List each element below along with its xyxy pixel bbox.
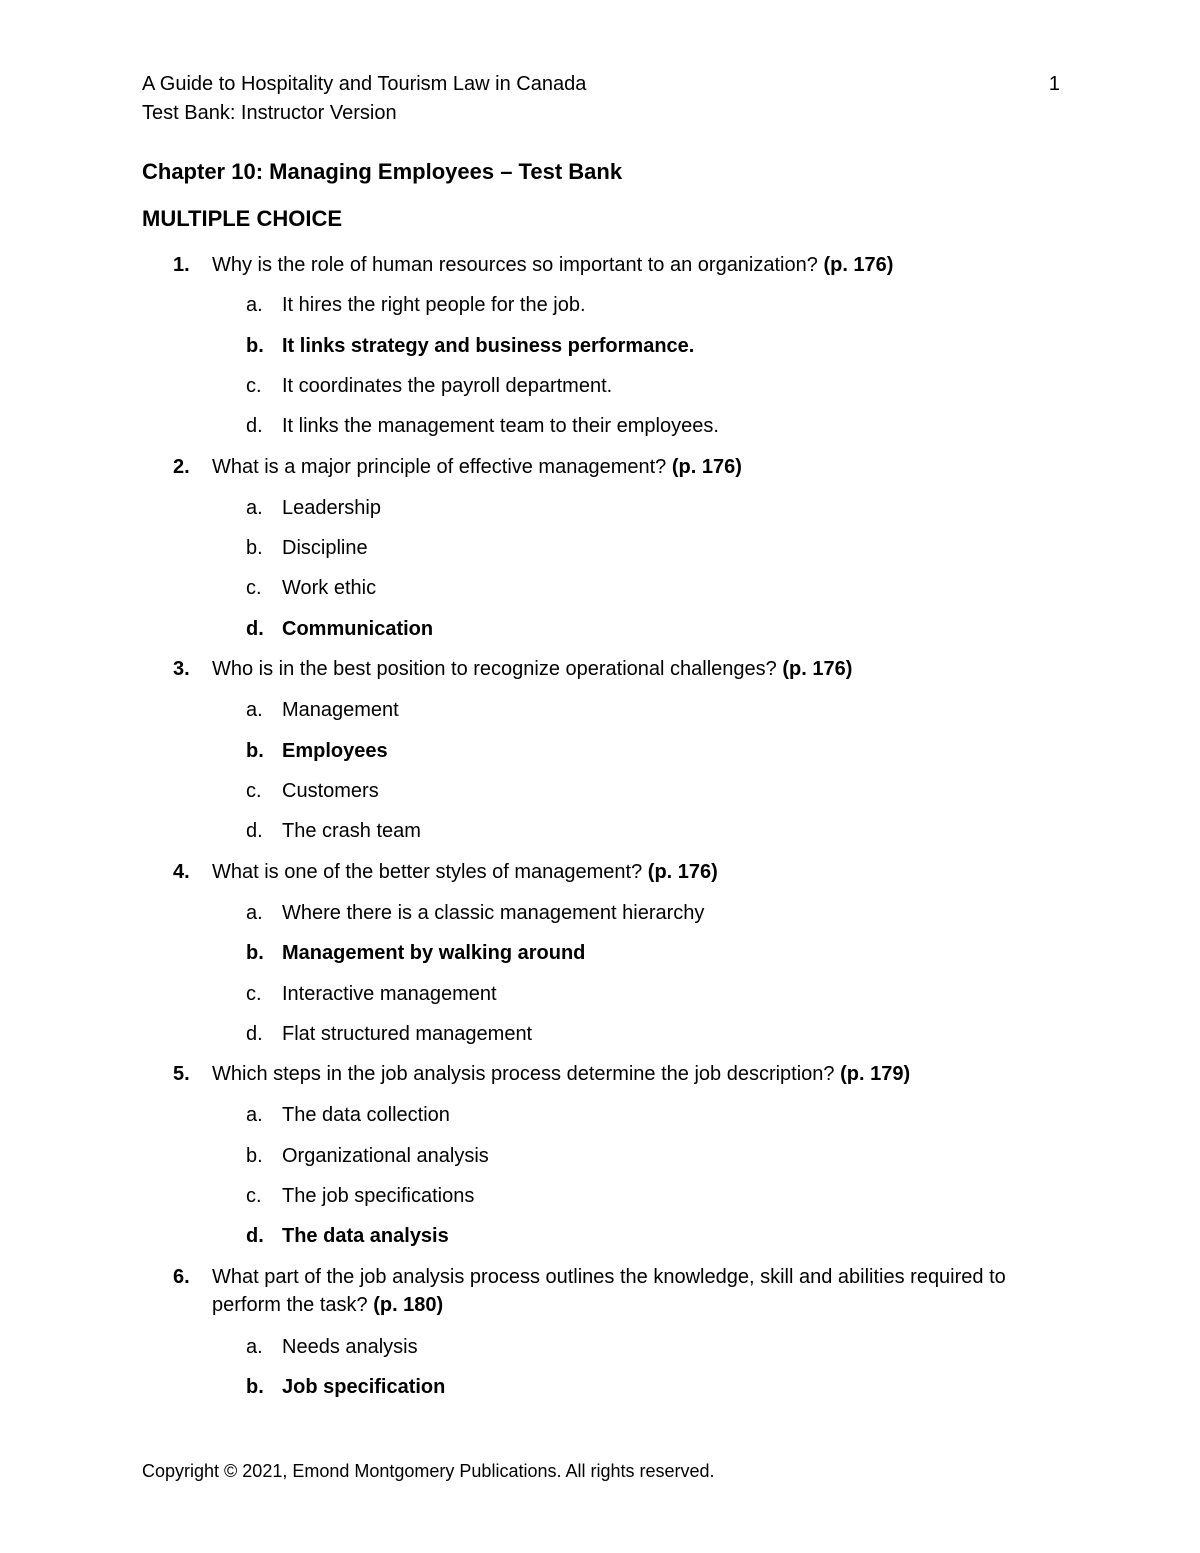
option-letter: d. [246, 820, 263, 842]
option-text: The job specifications [282, 1185, 475, 1207]
option-text: The crash team [282, 820, 421, 842]
header-book-title: A Guide to Hospitality and Tourism Law in Canada [142, 73, 587, 95]
option-letter: a. [246, 1336, 263, 1358]
page-number: 1 [1048, 73, 1060, 95]
option-letter: b. [246, 537, 263, 559]
page-reference: (p. 176) [671, 456, 742, 478]
option-5c [0, 1182, 1200, 1212]
option-2b [0, 534, 1200, 564]
question-text: Which steps in the job analysis process determine the job description? (p. 179) [212, 1063, 911, 1085]
option-letter: a. [246, 497, 263, 519]
option-1c [0, 372, 1200, 402]
option-text: Work ethic [282, 577, 377, 599]
question-1 [0, 251, 1200, 281]
question-number: 3. [173, 658, 190, 680]
option-letter: d. [246, 415, 263, 437]
option-letter: a. [246, 294, 263, 316]
option-4b-correct [0, 939, 1200, 969]
page-reference: (p. 176) [823, 254, 894, 276]
option-1a [0, 291, 1200, 321]
option-text: Leadership [282, 497, 381, 519]
option-letter: c. [246, 577, 262, 599]
option-letter: b. [246, 942, 264, 964]
option-text: Interactive management [282, 983, 497, 1005]
question-text: Why is the role of human resources so important to an organization? (p. 176) [212, 254, 894, 276]
option-text: It links strategy and business performance. [282, 335, 695, 357]
question-text: Who is in the best position to recognize operational challenges? (p. 176) [212, 658, 853, 680]
question-6 [0, 1263, 1200, 1321]
option-letter: d. [246, 618, 264, 640]
option-text: Flat structured management [282, 1023, 533, 1045]
chapter-title: Chapter 10: Managing Employees – Test Bank [142, 159, 623, 184]
option-letter: c. [246, 983, 262, 1005]
question-text: What is a major principle of effective management? (p. 176) [212, 456, 742, 478]
option-text: The data collection [282, 1104, 450, 1126]
option-6b-correct [0, 1373, 1200, 1403]
question-3 [0, 655, 1200, 685]
option-2c [0, 574, 1200, 604]
page-reference: (p. 176) [782, 658, 853, 680]
option-letter: b. [246, 335, 264, 357]
section-title: MULTIPLE CHOICE [142, 206, 343, 231]
option-text: Management [282, 699, 399, 721]
option-4d [0, 1020, 1200, 1050]
option-text: It hires the right people for the job. [282, 294, 586, 316]
option-5b [0, 1142, 1200, 1172]
option-letter: c. [246, 375, 262, 397]
option-letter: c. [246, 780, 262, 802]
option-letter: a. [246, 1104, 263, 1126]
option-6a [0, 1333, 1200, 1363]
page-reference: (p. 179) [840, 1063, 911, 1085]
question-5 [0, 1060, 1200, 1090]
option-text: Where there is a classic management hierarchy [282, 902, 705, 924]
option-3b-correct [0, 737, 1200, 767]
option-text: Organizational analysis [282, 1145, 489, 1167]
option-2a [0, 494, 1200, 524]
option-text: The data analysis [282, 1225, 449, 1247]
question-4 [0, 858, 1200, 888]
option-letter: a. [246, 699, 263, 721]
option-text: Communication [282, 618, 434, 640]
option-2d-correct [0, 615, 1200, 645]
option-letter: b. [246, 740, 264, 762]
option-1d [0, 412, 1200, 442]
question-number: 1. [173, 254, 190, 276]
option-letter: b. [246, 1376, 264, 1398]
option-5d-correct [0, 1222, 1200, 1252]
option-text: Job specification [282, 1376, 446, 1398]
copyright-footer: Copyright © 2021, Emond Montgomery Publications. All rights reserved. [142, 1461, 715, 1481]
option-text: Discipline [282, 537, 368, 559]
question-number: 4. [173, 861, 190, 883]
question-text: What is one of the better styles of management? (p. 176) [212, 861, 718, 883]
question-2 [0, 453, 1200, 483]
header-subtitle: Test Bank: Instructor Version [142, 102, 397, 124]
page-reference: (p. 176) [647, 861, 718, 883]
question-number: 6. [173, 1266, 190, 1288]
option-text: Customers [282, 780, 379, 802]
page-reference: (p. 180) [373, 1294, 444, 1316]
option-1b-correct [0, 332, 1200, 362]
option-3d [0, 817, 1200, 847]
option-text: Management by walking around [282, 942, 586, 964]
option-4c [0, 980, 1200, 1010]
option-4a [0, 899, 1200, 929]
option-letter: d. [246, 1023, 263, 1045]
option-letter: c. [246, 1185, 262, 1207]
option-3a [0, 696, 1200, 726]
option-text: It links the management team to their employees. [282, 415, 719, 437]
question-number: 5. [173, 1063, 190, 1085]
question-number: 2. [173, 456, 190, 478]
option-5a [0, 1101, 1200, 1131]
option-letter: a. [246, 902, 263, 924]
question-text: What part of the job analysis process outlines the knowledge, skill and abilities required to perform the task? (p. 180) [212, 1266, 1006, 1316]
option-letter: b. [246, 1145, 263, 1167]
option-letter: d. [246, 1225, 264, 1247]
option-text: It coordinates the payroll department. [282, 375, 613, 397]
option-text: Needs analysis [282, 1336, 418, 1358]
option-text: Employees [282, 740, 388, 762]
option-3c [0, 777, 1200, 807]
